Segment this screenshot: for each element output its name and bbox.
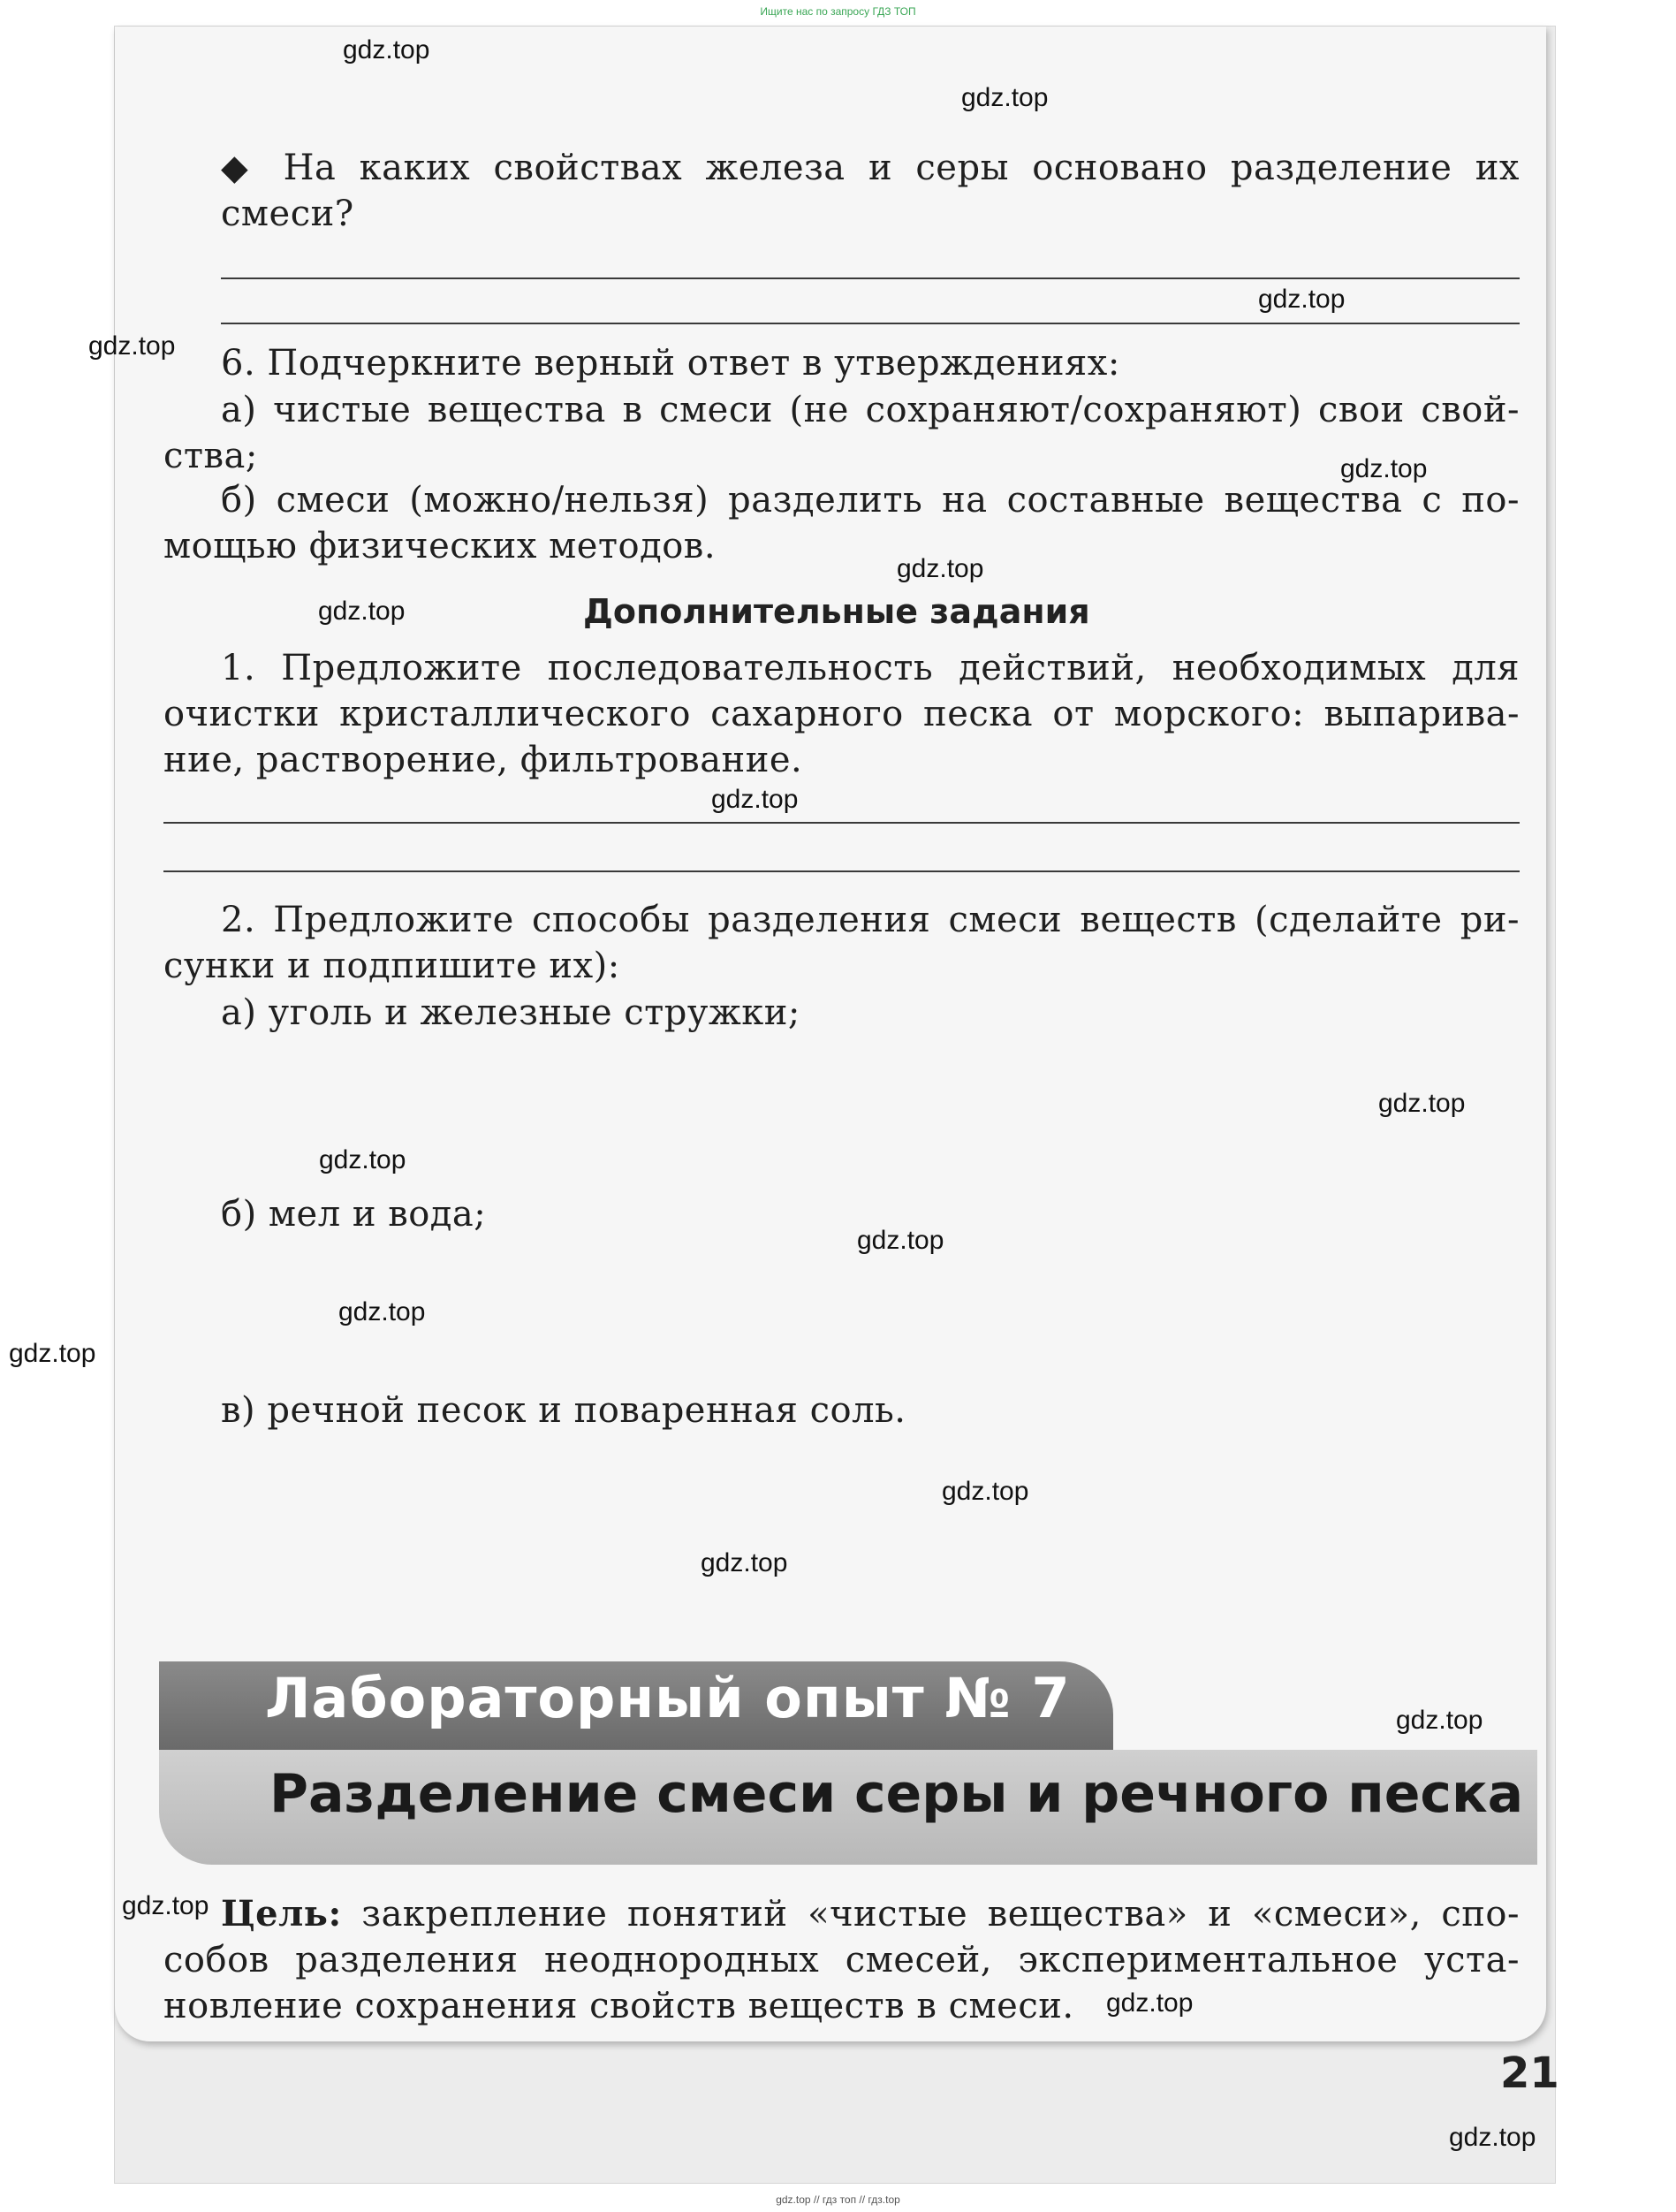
watermark: gdz.top bbox=[897, 554, 984, 583]
extra-task-1 bbox=[163, 645, 1520, 783]
watermark: gdz.top bbox=[1340, 454, 1428, 483]
watermark: gdz.top bbox=[701, 1548, 788, 1577]
watermark: gdz.top bbox=[942, 1477, 1029, 1506]
bottom-note: gdz.top // гдз топ // гдз.top bbox=[776, 2193, 900, 2206]
answer-line-1 bbox=[221, 277, 1520, 279]
watermark: gdz.top bbox=[1106, 1988, 1194, 2018]
extra-task-2a: а) уголь и железные стружки; bbox=[221, 992, 800, 1033]
question-6a-line1: а) чистые вещества в смеси (не сохраняют/сохраняют) свои свой- bbox=[221, 390, 1520, 430]
extra-task-2-line1: 2. Предложите способы разделения смеси веществ (сделайте ри- bbox=[221, 900, 1520, 940]
answer-line-2 bbox=[221, 323, 1520, 324]
topic-title: Разделение смеси серы и речного песка bbox=[269, 1763, 1524, 1825]
watermark: gdz.top bbox=[1449, 2123, 1536, 2152]
lab-title: Лабораторный опыт № 7 bbox=[265, 1666, 1071, 1730]
question-6-title: 6. Подчеркните верный ответ в утверждениях: bbox=[221, 343, 1120, 384]
watermark: gdz.top bbox=[122, 1891, 209, 1920]
top-note: Ищите нас по запросу ГДЗ ТОП bbox=[760, 5, 916, 18]
watermark: gdz.top bbox=[343, 35, 430, 65]
question-diamond-line1: На каких свойствах железа и серы основано разделение их bbox=[283, 148, 1520, 188]
watermark: gdz.top bbox=[1258, 285, 1346, 314]
watermark: gdz.top bbox=[1378, 1089, 1466, 1118]
extra-tasks-heading: Дополнительные задания bbox=[583, 592, 1090, 631]
watermark: gdz.top bbox=[1396, 1706, 1483, 1735]
watermark: gdz.top bbox=[9, 1339, 96, 1368]
diamond-icon: ◆ bbox=[221, 148, 261, 188]
watermark: gdz.top bbox=[319, 1145, 406, 1174]
question-6b bbox=[163, 477, 1520, 569]
answer-line-3 bbox=[163, 822, 1520, 824]
watermark: gdz.top bbox=[338, 1297, 426, 1326]
question-6a-line2: ства; bbox=[163, 436, 258, 476]
watermark: gdz.top bbox=[857, 1226, 944, 1255]
extra-task-2b: б) мел и вода; bbox=[221, 1194, 487, 1235]
extra-task-2c: в) речной песок и поваренная соль. bbox=[221, 1390, 906, 1431]
question-6b-line1: б) смеси (можно/нельзя) разделить на составные вещества с по- bbox=[221, 480, 1520, 521]
question-diamond-line2: смеси? bbox=[221, 194, 354, 234]
goal-line3: новление сохранения свойств веществ в смеси. bbox=[163, 1986, 1074, 2026]
watermark: gdz.top bbox=[711, 785, 799, 814]
goal-label: Цель: bbox=[221, 1893, 342, 1935]
question-6b-line2: мощью физических методов. bbox=[163, 526, 717, 566]
page-number: 21 bbox=[1500, 2049, 1559, 2098]
question-6a bbox=[163, 387, 1520, 479]
goal-line2: собов разделения неоднородных смесей, экспериментальное уста- bbox=[163, 1940, 1520, 1980]
extra-task-1-line1: 1. Предложите последовательность действий, необходимых для bbox=[221, 648, 1520, 688]
extra-task-2 bbox=[163, 897, 1520, 989]
answer-line-4 bbox=[163, 870, 1520, 872]
extra-task-1-line3: ние, растворение, фильтрование. bbox=[163, 740, 803, 780]
watermark: gdz.top bbox=[88, 331, 176, 361]
extra-task-2-line2: сунки и подпишите их): bbox=[163, 946, 620, 986]
goal-line1: закрепление понятий «чистые вещества» и «смеси», спо- bbox=[361, 1894, 1521, 1935]
question-diamond bbox=[221, 145, 1520, 237]
watermark: gdz.top bbox=[318, 597, 406, 626]
watermark: gdz.top bbox=[961, 83, 1049, 112]
extra-task-1-line2: очистки кристаллического сахарного песка от морского: выпарива- bbox=[163, 694, 1520, 734]
